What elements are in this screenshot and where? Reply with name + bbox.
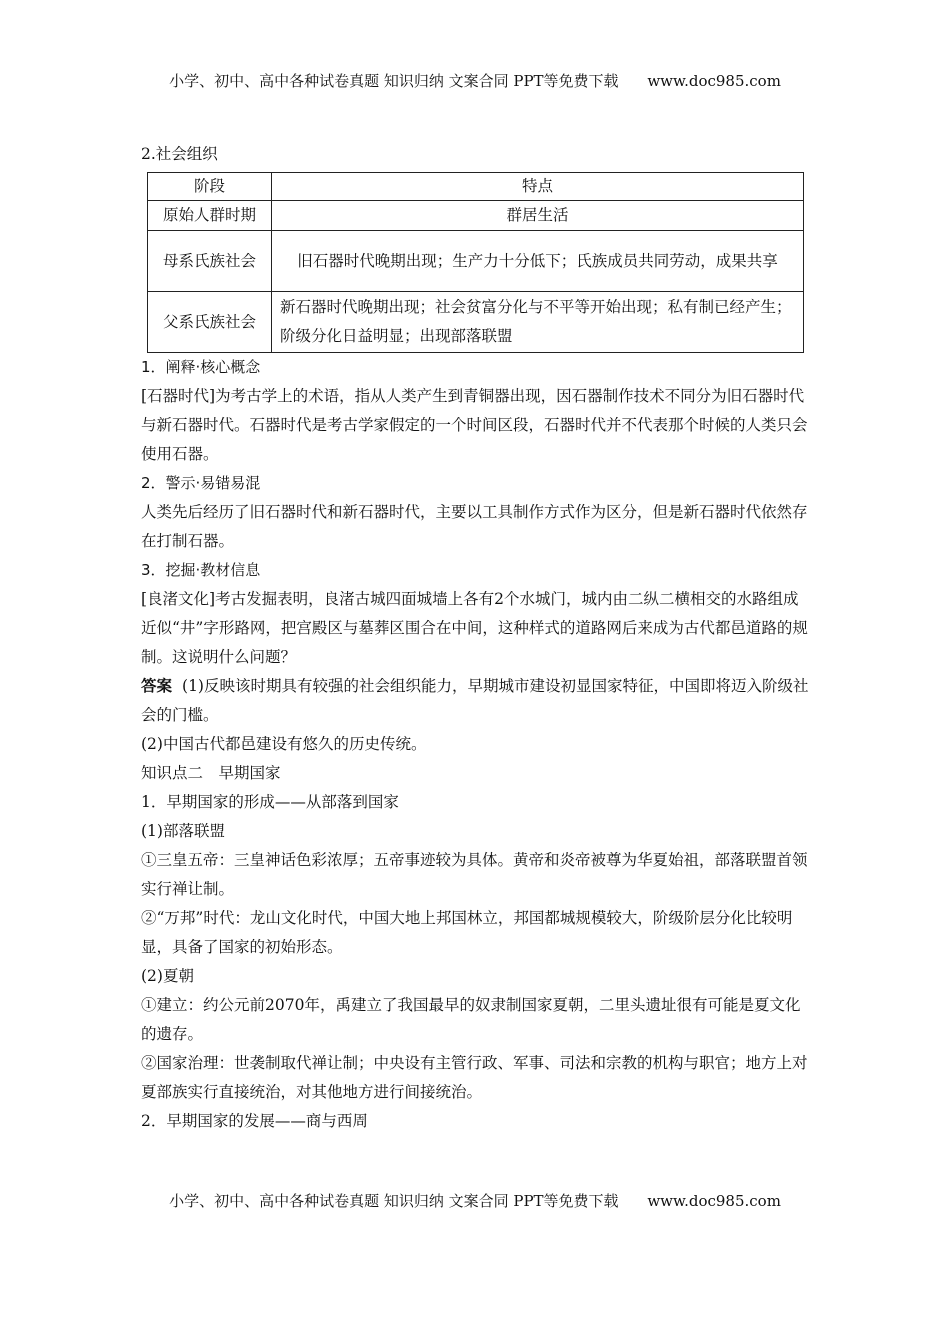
page-header: [0, 70, 950, 91]
subsection-heading: 2．早期国家的发展——商与西周: [141, 1112, 368, 1130]
table-cell-stage: 母系氏族社会: [148, 231, 272, 292]
table-row: [148, 292, 804, 353]
answer-paragraph: [141, 672, 811, 730]
warning-heading: 2．警示·易错易混: [141, 474, 261, 492]
table-cell-feature: 群居生活: [272, 201, 804, 231]
footer-site-link[interactable]: www.doc985.com: [647, 1192, 781, 1210]
list-item: ①三皇五帝：三皇神话色彩浓厚；五帝事迹较为具体。黄帝和炎帝被尊为华夏始祖，部落联盟首领实行禅让制。: [141, 851, 808, 898]
list-item: ①建立：约公元前2070年，禹建立了我国最早的奴隶制国家夏朝，二里头遗址很有可能是夏文化的遗存。: [141, 996, 801, 1043]
table-header-stage: 阶段: [148, 173, 272, 201]
table-cell-stage: 原始人群时期: [148, 201, 272, 231]
table-header-row: [148, 173, 804, 201]
concept-heading: 1．阐释·核心概念: [141, 358, 261, 376]
table-row: [148, 231, 804, 292]
list-item: ②国家治理：世袭制取代禅让制；中央设有主管行政、军事、司法和宗教的机构与职官；地方上对夏部族实行直接统治，对其他地方进行间接统治。: [141, 1054, 808, 1101]
table-row: [148, 201, 804, 231]
table-cell-stage: 父系氏族社会: [148, 292, 272, 353]
textbook-text: [良渚文化]考古发掘表明，良渚古城四面城墙上各有2个水城门，城内由二纵二横相交的水路组成近似“井”字形路网，把宫殿区与墓葬区围合在中间，这种样式的道路网后来成为古代都邑道路的规制。这说明什么问题？: [141, 590, 808, 666]
warning-text: 人类先后经历了旧石器时代和新石器时代，主要以工具制作方式作为区分，但是新石器时代依然存在打制石器。: [141, 503, 808, 550]
answer-label: 答案: [141, 677, 173, 695]
social-organization-table: [147, 172, 804, 353]
subsection-heading: (1)部落联盟: [141, 822, 225, 840]
main-content: [141, 140, 811, 1136]
subsection-heading: 1．早期国家的形成——从部落到国家: [141, 793, 399, 811]
knowledge-point-title: 知识点二 早期国家: [141, 764, 281, 782]
subsection-heading: (2)夏朝: [141, 967, 194, 985]
footer-text: 小学、初中、高中各种试卷真题 知识归纳 文案合同 PPT等免费下载: [169, 1192, 619, 1210]
concept-text: [石器时代]为考古学上的术语，指从人类产生到青铜器出现，因石器制作技术不同分为旧石器时代与新石器时代。石器时代是考古学家假定的一个时间区段，石器时代并不代表那个时候的人类只会使用石器。: [141, 387, 808, 463]
list-item: ②“万邦”时代：龙山文化时代，中国大地上邦国林立，邦国都城规模较大，阶级阶层分化比较明显，具备了国家的初始形态。: [141, 909, 793, 956]
header-site-link[interactable]: www.doc985.com: [647, 72, 781, 90]
page-footer: [0, 1190, 950, 1211]
table-header-feature: 特点: [272, 173, 804, 201]
section-title: 2.社会组织: [141, 145, 218, 163]
table-cell-feature: 新石器时代晚期出现；社会贫富分化与不平等开始出现；私有制已经产生；阶级分化日益明显；出现部落联盟: [272, 292, 804, 353]
answer-line-1: (1)反映该时期具有较强的社会组织能力，早期城市建设初显国家特征，中国即将迈入阶级社会的门槛。: [141, 677, 809, 724]
answer-line-2: (2)中国古代都邑建设有悠久的历史传统。: [141, 735, 427, 753]
textbook-heading: 3．挖掘·教材信息: [141, 561, 261, 579]
table-cell-feature: 旧石器时代晚期出现；生产力十分低下；氏族成员共同劳动，成果共享: [272, 231, 804, 292]
header-text: 小学、初中、高中各种试卷真题 知识归纳 文案合同 PPT等免费下载: [169, 72, 619, 90]
